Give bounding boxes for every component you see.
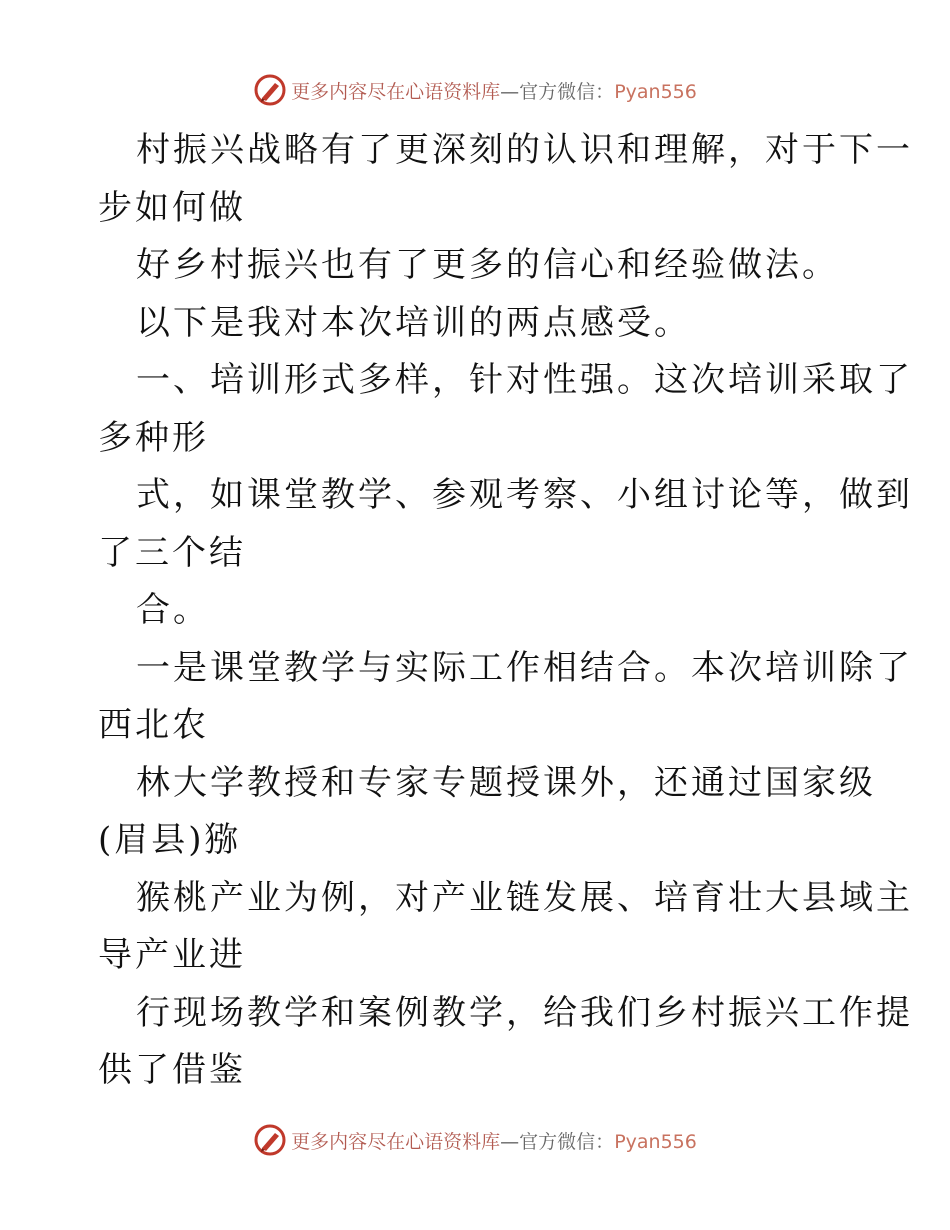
- footer-official-label: 官方微信：: [519, 1130, 615, 1153]
- text-line: 多种形: [98, 417, 209, 458]
- pen-circle-logo-icon: [253, 73, 287, 107]
- footer-wechat-id: Pyan556: [614, 1130, 697, 1153]
- text-line: 好乡村振兴也有了更多的信心和经验做法。: [136, 245, 839, 285]
- text-line: 一、培训形式多样，针对性强。这次培训采取了: [136, 360, 913, 400]
- text-line: 西北农: [98, 705, 209, 745]
- header-separator: —: [500, 80, 520, 103]
- header-site-text: 更多内容尽在心语资料库: [291, 80, 501, 103]
- text-line: 行现场教学和案例教学，给我们乡村振兴工作提: [136, 992, 913, 1033]
- footer-banner-text: [291, 1127, 697, 1154]
- text-line: 导产业进: [98, 935, 246, 975]
- text-line: 以下是我对本次培训的两点感受。: [136, 302, 691, 343]
- text-line: 猴桃产业为例，对产业链发展、培育壮大县域主: [136, 877, 913, 918]
- text-line: 合。: [136, 590, 210, 630]
- text-line: 式，如课堂教学、参观考察、小组讨论等，做到: [136, 475, 913, 515]
- footer-separator: —: [500, 1130, 520, 1153]
- pen-circle-logo-icon: [253, 1123, 287, 1157]
- header-wechat-id: Pyan556: [614, 80, 697, 103]
- text-line: 村振兴战略有了更深刻的认识和理解，对于下一: [136, 130, 913, 170]
- text-line: 了三个结: [98, 532, 246, 573]
- header-banner: [0, 70, 950, 110]
- text-line: (眉县)猕: [98, 820, 242, 860]
- text-line: 步如何做: [98, 187, 246, 228]
- footer-site-text: 更多内容尽在心语资料库: [291, 1130, 501, 1153]
- text-line: 一是课堂教学与实际工作相结合。本次培训除了: [136, 647, 913, 688]
- header-banner-text: [291, 77, 697, 104]
- footer-banner: [0, 1120, 950, 1160]
- text-line: 林大学教授和专家专题授课外，还通过国家级: [136, 762, 876, 803]
- text-line: 供了借鉴: [98, 1050, 246, 1090]
- document-body: [98, 122, 913, 1100]
- header-official-label: 官方微信：: [519, 80, 615, 103]
